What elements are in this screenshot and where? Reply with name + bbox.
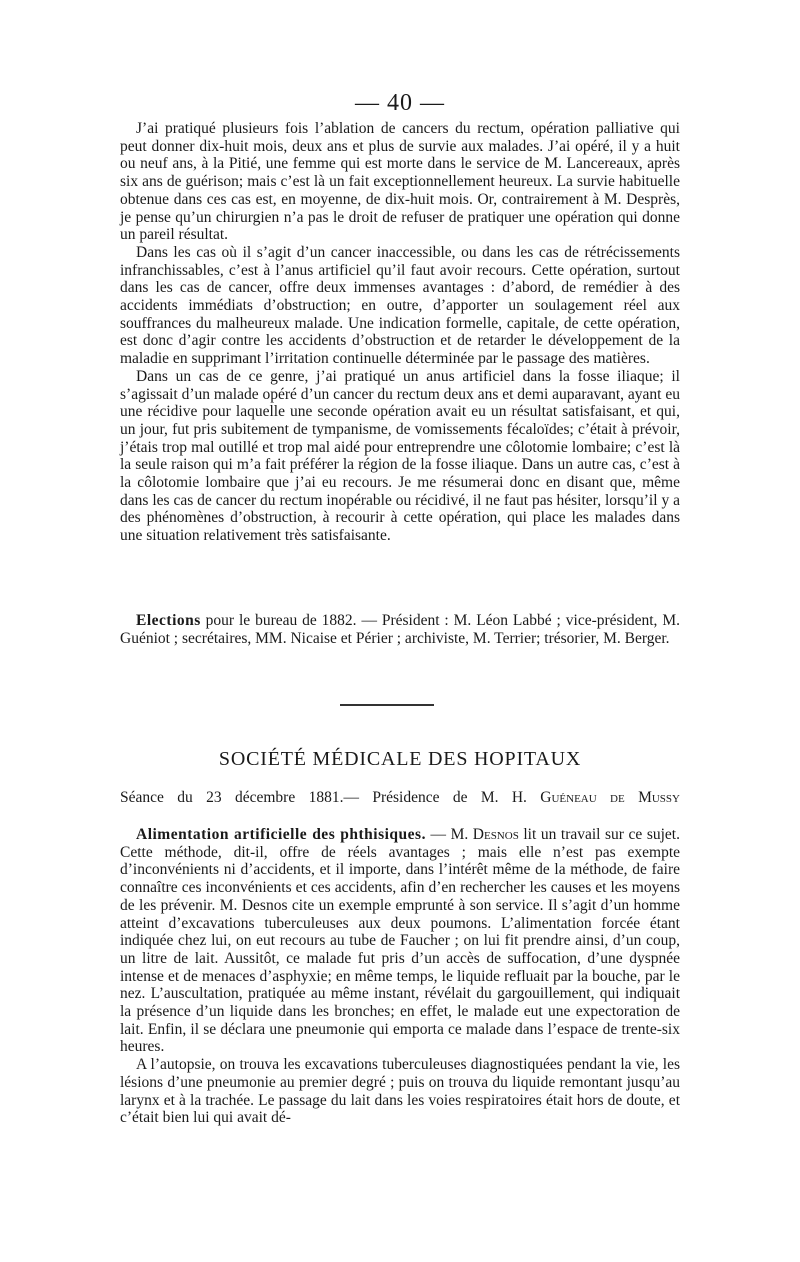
alimentation-section	[120, 826, 680, 1127]
speaker-name: Desnos	[472, 826, 519, 843]
section-divider	[340, 704, 434, 706]
alimentation-text: lit un travail sur ce sujet. Cette méthode, dit-il, offre de réels avantages ; mais elle n’est pas exempte d’inconvénients ni d’accidents, et il importe, dans l’intérêt même de la méthode, de faire connaître ces inconvénients et ces accidents, afin d’en rechercher les causes et les moyens de les prévenir. M. Desnos cite un exemple emprunté à son service. Il s’agit d’un homme atteint d’excavations tuberculeuses aux deux poumons. L’alimentation forcée étant indiquée chez lui, on eut recours au tube de Faucher ; on lui fit prendre ainsi, d’un coup, un litre de lait. Aussitôt, ce malade fut pris d’un accès de suffocation, d’une dyspnée intense et de menaces d’asphyxie; en même temps, le liquide refluait par la bouche, par le nez. L’auscultation, pratiquée au même instant, révélait du gargouillement, qui indiquait la présence d’un liquide dans les bronches; en effet, le malade eut une expectoration de lait. Enfin, il se déclara une pneumonie qui emporta ce malade dans l’espace de trente-six heures.	[120, 826, 680, 1056]
page-number: — 40 —	[355, 90, 445, 116]
alimentation-dash: — M.	[425, 826, 473, 843]
society-title: SOCIÉTÉ MÉDICALE DES HOPITAUX	[218, 748, 582, 770]
elections-text: pour le bureau de 1882. — Président : M. Léon Labbé ; vice-président, M. Guéniot ; secrétaires, MM. Nicaise et Périer ; archiviste, M. Terrier; trésorier, M. Berger.	[120, 612, 680, 647]
elections-paragraph	[120, 612, 680, 647]
session-prefix: Séance du 23 décembre 1881.— Présidence de M. H.	[120, 789, 541, 806]
paragraph-anus-artificiel: Dans les cas où il s’agit d’un cancer inaccessible, ou dans les cas de rétrécissements infranchissables, c’est à l’anus artificiel qu’il faut avoir recours. Cette opération, surtout dans les cas de cancer, offre deux immenses avantages : d’abord, de remédier à des accidents immédiats d’obstruction; en outre, d’apporter un soulagement réel aux souffrances du malheureux malade. Une indication formelle, capitale, de cette opération, est donc d’agir contre les accidents d’obstruction et de retarder le développement de la maladie en supprimant l’irritation continuelle déterminée par le passage des matières.	[120, 243, 680, 368]
elections-notice	[120, 612, 680, 647]
rectum-cancer-discussion	[120, 120, 680, 545]
autopsy-paragraph: A l’autopsie, on trouva les excavations tuberculeuses diagnostiquées pendant la vie, les lésions d’une pneumonie au premier degré ; puis on trouva du liquide remontant jusqu’au larynx et à la trachée. Le passage du lait dans les voies respiratoires était hors de doute, et c’était bien lui qui avait dé-	[120, 1056, 680, 1127]
elections-heading: Elections	[136, 612, 201, 629]
session-president: Guéneau de Mussy	[540, 789, 680, 806]
alimentation-paragraph	[120, 826, 680, 1056]
paragraph-ablation: J’ai pratiqué plusieurs fois l’ablation de cancers du rectum, opération palliative qui peut donner dix-huit mois, deux ans et plus de survie aux malades. J’ai opéré, il y a huit ou neuf ans, à la Pitié, une femme qui est morte dans le service de M. Lancereaux, après six ans de guérison; mais c’est là un fait exceptionnellement heureux. La survie habituelle obtenue dans ces cas est, en moyenne, de dix-huit mois. Or, contrairement à M. Desprès, je pense qu’un chirurgien n’a pas le droit de refuser de pratiquer une opération qui donne un pareil résultat.	[120, 120, 680, 244]
session-line	[120, 789, 680, 807]
alimentation-heading: Alimentation artificielle des phthisiques.	[136, 826, 426, 843]
paragraph-case-report: Dans un cas de ce genre, j’ai pratiqué un anus artificiel dans la fosse iliaque; il s’agissait d’un malade opéré d’un cancer du rectum deux ans et demi auparavant, ayant eu une récidive pour laquelle une seconde opération avait eu un résultat satisfaisant, et qui, un jour, fut pris subitement de tympanisme, de vomissements fécaloïdes; c’était à prévoir, j’étais trop mal outillé et trop mal aidé pour entreprendre une côlotomie lombaire; c’est là la seule raison qui m’a fait préférer la région de la fosse iliaque. Dans un autre cas, c’est à la côlotomie lombaire que j’ai eu recours. Je me résumerai donc en disant que, même dans les cas de cancer du rectum inopérable ou récidivé, il ne faut pas hésiter, lorsqu’il y a des phénomènes d’obstruction, à recourir à cette opération, qui place les malades dans une situation relativement très satisfaisante.	[120, 367, 680, 545]
